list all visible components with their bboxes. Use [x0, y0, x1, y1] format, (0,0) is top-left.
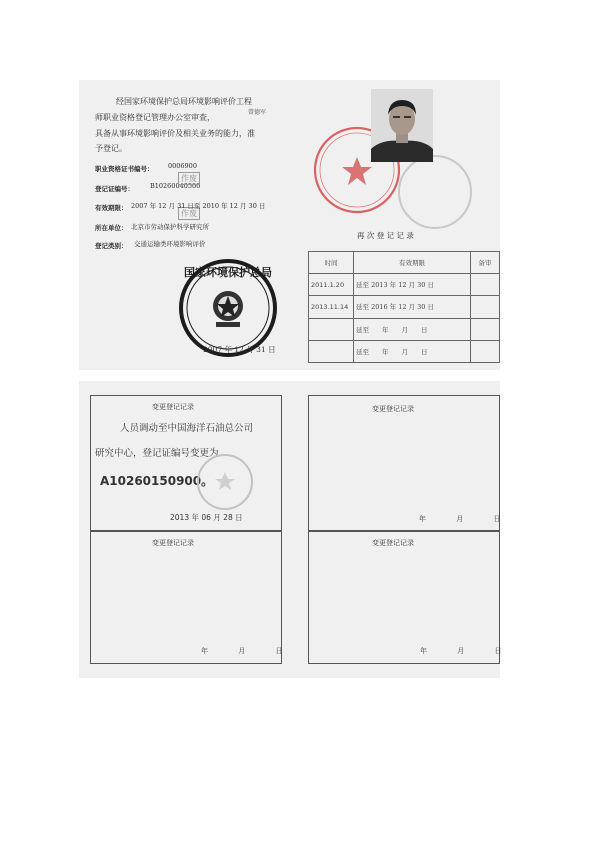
change-record-title-2: 变更登记记录	[372, 405, 414, 413]
faded-stamp	[395, 152, 475, 232]
change-record-title-1: 变更登记记录	[152, 403, 194, 411]
field-value-validity: 2007 年 12 月 31 日至 2010 年 12 月 30 日	[131, 202, 266, 210]
void-stamp-2: 作废	[178, 207, 200, 220]
field-value-unit: 北京市劳动保护科学研究所	[131, 223, 209, 231]
row-remark	[471, 296, 500, 318]
row-validity: 延至 2016 年 12 月 30 日	[354, 296, 471, 318]
id-photo	[371, 89, 433, 162]
handwritten-date: 2013 年 06 月 28 日	[170, 513, 243, 522]
change-record-box-2	[308, 395, 500, 532]
row-time: 2011.1.20	[309, 274, 354, 296]
faded-stamp-2	[195, 452, 255, 512]
field-value-cert-no: 0006900	[168, 162, 197, 170]
table-row	[309, 318, 500, 340]
row-validity: 延至 年 月 日	[354, 318, 471, 340]
row-remark	[471, 318, 500, 340]
re-registration-title: 再 次 登 记 记 录	[357, 231, 414, 240]
field-label-validity: 有效期限：	[95, 204, 128, 212]
change-record-date-4: 年 月 日	[420, 647, 516, 655]
field-value-reg-no: B10260040500	[150, 182, 201, 190]
table-row	[309, 274, 500, 296]
header-time: 时间	[309, 252, 354, 274]
change-record-date-3: 年 月 日	[201, 647, 297, 655]
change-record-box-4	[308, 530, 500, 664]
row-time: 2013.11.14	[309, 296, 354, 318]
issue-date: 2007 年 12 月 31 日	[203, 345, 276, 354]
field-value-category: 交通运输类环境影响评价	[134, 240, 206, 248]
row-time	[309, 340, 354, 362]
intro-line-4: 予登记。	[95, 144, 127, 153]
intro-line-3: 具备从事环境影响评价及相关业务的能力，准	[95, 129, 255, 138]
row-validity: 延至 2013 年 12 月 30 日	[354, 274, 471, 296]
table-row	[309, 340, 500, 362]
change-record-title-3: 变更登记记录	[152, 539, 194, 547]
field-label-category: 登记类别：	[95, 242, 128, 250]
handwritten-line-1: 人员调动至中国海洋石油总公司	[120, 423, 254, 434]
seal-text: 国家环境保护总局	[184, 266, 272, 279]
void-stamp: 作废	[178, 172, 200, 185]
re-registration-table	[308, 251, 500, 363]
header-validity: 有效期限	[354, 252, 471, 274]
intro-line-1: 经国家环境保护总局环境影响评价工程	[116, 97, 252, 106]
field-label-reg-no: 登记证编号：	[95, 185, 134, 193]
row-validity: 延至 年 月 日	[354, 340, 471, 362]
change-record-box-3	[90, 530, 282, 664]
official-seal	[178, 258, 278, 358]
field-label-cert-no: 职业资格证书编号：	[95, 165, 154, 173]
table-row	[309, 296, 500, 318]
table-header-row	[309, 252, 500, 274]
header-remark: 备审	[471, 252, 500, 274]
intro-name: 曾德军	[248, 109, 267, 116]
change-record-title-4: 变更登记记录	[372, 539, 414, 547]
row-remark	[471, 340, 500, 362]
row-time	[309, 318, 354, 340]
field-label-unit: 所在单位：	[95, 224, 128, 232]
handwritten-line-3: A10260150900。	[100, 474, 214, 488]
handwritten-line-2: 研究中心，登记证编号变更为	[95, 448, 219, 459]
row-remark	[471, 274, 500, 296]
change-record-date-2: 年 月 日	[419, 515, 515, 523]
intro-line-2: 师职业资格登记管理办公室审查，	[95, 113, 215, 122]
